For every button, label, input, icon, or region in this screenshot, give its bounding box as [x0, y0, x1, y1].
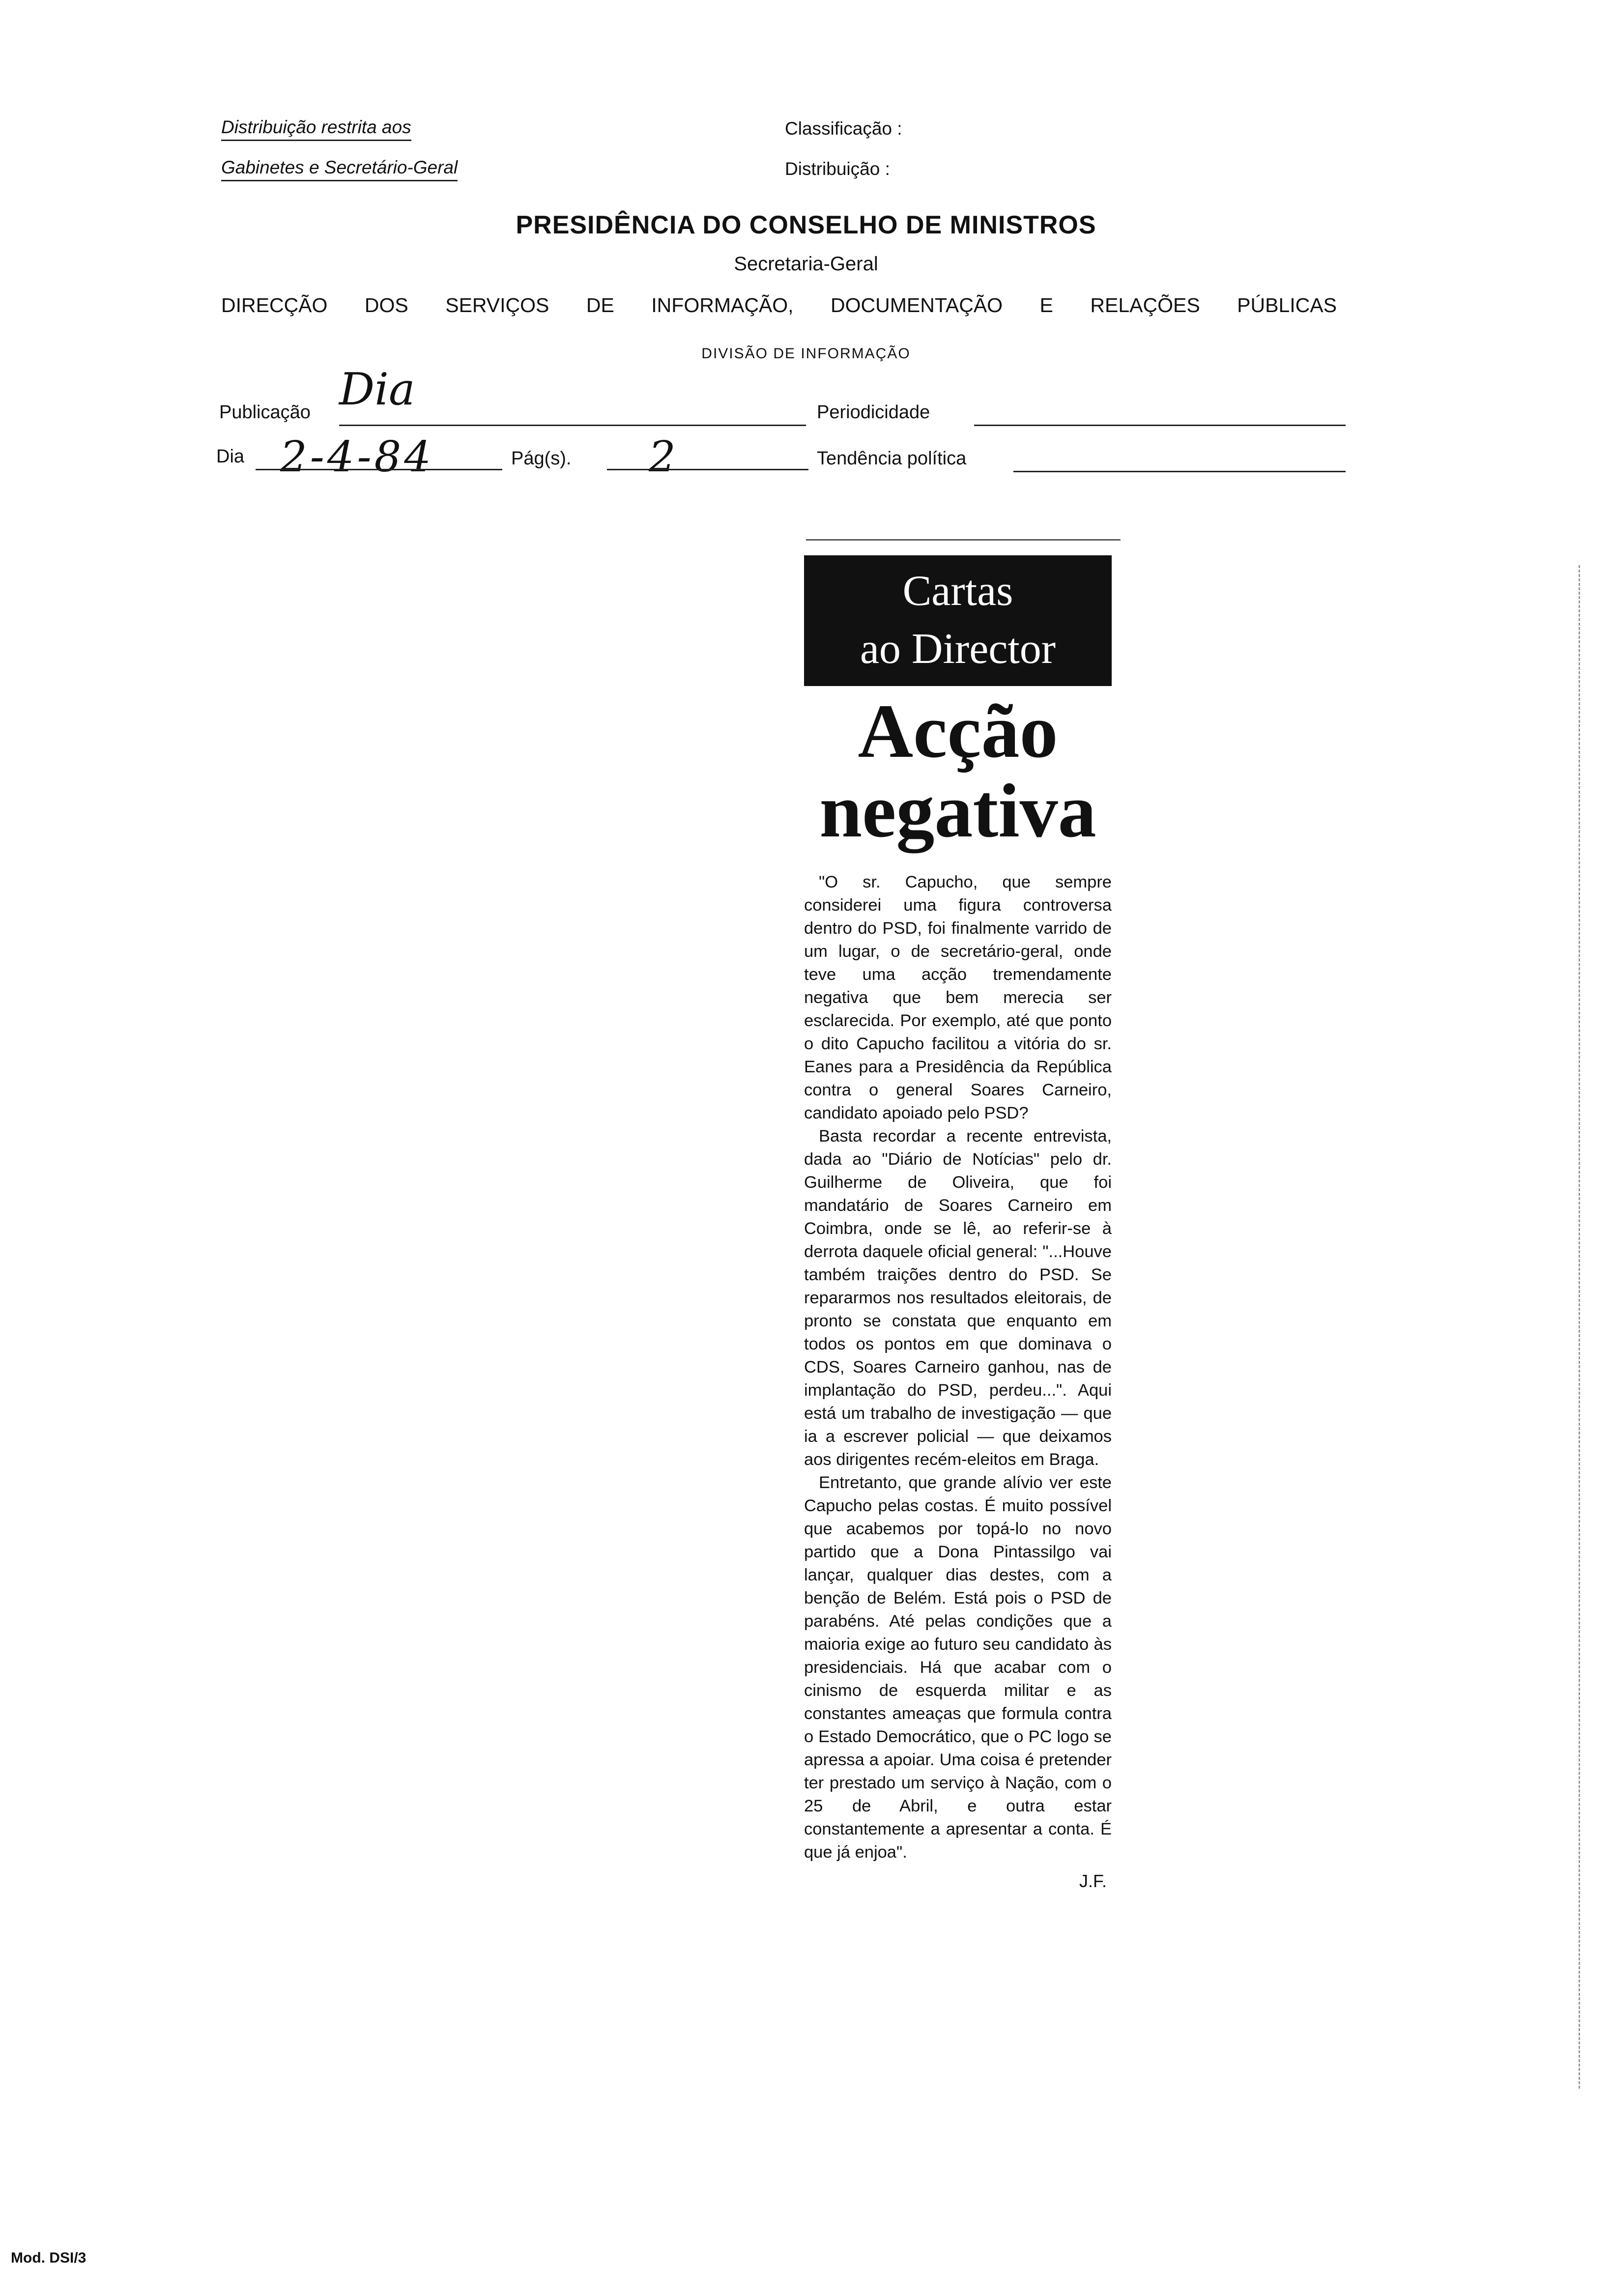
publication-label: Publicação — [219, 402, 311, 423]
directorate-word: DOCUMENTAÇÃO — [831, 294, 1003, 316]
publication-value: Dia — [339, 364, 415, 415]
section-masthead-line2: ao Director — [860, 625, 1056, 673]
headline-line2: negativa — [819, 768, 1096, 853]
pages-value: 2 — [649, 432, 676, 482]
article-paragraph: Basta recordar a recente entrevista, dada ao "Diário de Notícias" pelo dr. Guilherme de Oliveira, que foi mandatário de Soares Carneiro em Coimbra, onde se lê, ao referir-se à derrota daquele oficial general: "...Houve também traições dentro do PSD. Se repararmos nos resultados eleitorais, de pronto se constata que enquanto em todos os pontos em que dominava o CDS, Soares Carneiro ganhou, nas de implantação do PSD, perdeu...". Aqui está um trabalho de investigação — que ia a escrever policial — que deixamos aos dirigentes recém-eleitos em Braga. — [804, 1127, 1112, 1469]
distribution-label: Distribuição : — [785, 159, 890, 179]
directorate-word: PÚBLICAS — [1237, 294, 1337, 316]
directorate-word: DOS — [364, 294, 408, 316]
headline-line1: Acção — [858, 689, 1058, 774]
publication-field-line — [339, 425, 806, 426]
article-paragraph: "O sr. Capucho, que sempre considerei uma figura controversa dentro do PSD, foi finalmente varrido de um lugar, o de secretário-geral, onde teve uma acção tremendamente negativa que bem merecia ser esclarecida. Por exemplo, até que ponto o dito Capucho facilitou a vitória do sr. Eanes para a Presidência da República contra o general Soares Carneiro, candidato apoiado pelo PSD? — [804, 873, 1112, 1122]
political-tendency-field-line — [1013, 471, 1346, 472]
directorate-word: RELAÇÕES — [1090, 294, 1200, 316]
section-masthead-line1: Cartas — [902, 567, 1013, 615]
scan-edge-mark — [1579, 565, 1582, 2089]
directorate-word: DIRECÇÃO — [221, 294, 328, 316]
periodicity-field-line — [974, 425, 1346, 426]
date-label: Dia — [216, 446, 245, 467]
pages-field-line — [607, 469, 808, 470]
page-subtitle: Secretaria-Geral — [734, 253, 878, 275]
division-label: DIVISÃO DE INFORMAÇÃO — [701, 345, 911, 362]
political-tendency-label: Tendência política — [817, 448, 967, 469]
page-title: PRESIDÊNCIA DO CONSELHO DE MINISTROS — [516, 211, 1096, 239]
directorate-word: SERVIÇOS — [445, 294, 549, 316]
restricted-distribution-line2: Gabinetes e Secretário-Geral — [221, 157, 458, 181]
classification-label: Classificação : — [785, 118, 902, 139]
directorate-word: E — [1039, 294, 1053, 316]
article-body — [804, 871, 1112, 1864]
newspaper-clipping — [804, 555, 1112, 1892]
date-value: 2-4-84 — [280, 432, 434, 482]
directorate-line — [221, 294, 1337, 317]
pages-label: Pág(s). — [511, 448, 572, 469]
article-paragraph: Entretanto, que grande alívio ver este Capucho pelas costas. É muito possível que acabemos por topá-lo no novo partido que a Dona Pintassilgo vai lançar, qualquer dias destes, com a benção de Belém. Está pois o PSD de parabéns. Até pelas condições que a maioria exige ao futuro seu candidato às presidenciais. Há que acabar com o cinismo de esquerda militar e as constantes ameaças que formula contra o Estado Democrático, que o PC logo se apressa a apoiar. Uma coisa é pretender ter prestado um serviço à Nação, com o 25 de Abril, e outra estar constantemente a apresentar a conta. É que já enjoa". — [804, 1473, 1112, 1862]
restricted-distribution-line1: Distribuição restrita aos — [221, 117, 411, 141]
date-field-line — [256, 469, 502, 470]
form-model-code: Mod. DSI/3 — [11, 2250, 86, 2266]
directorate-word: INFORMAÇÃO, — [651, 294, 794, 316]
article-signature: J.F. — [1079, 1871, 1107, 1891]
periodicity-label: Periodicidade — [817, 402, 930, 423]
directorate-word: DE — [586, 294, 614, 316]
article-headline — [804, 690, 1112, 852]
clipping-top-rule — [806, 539, 1121, 541]
section-masthead — [804, 555, 1112, 686]
